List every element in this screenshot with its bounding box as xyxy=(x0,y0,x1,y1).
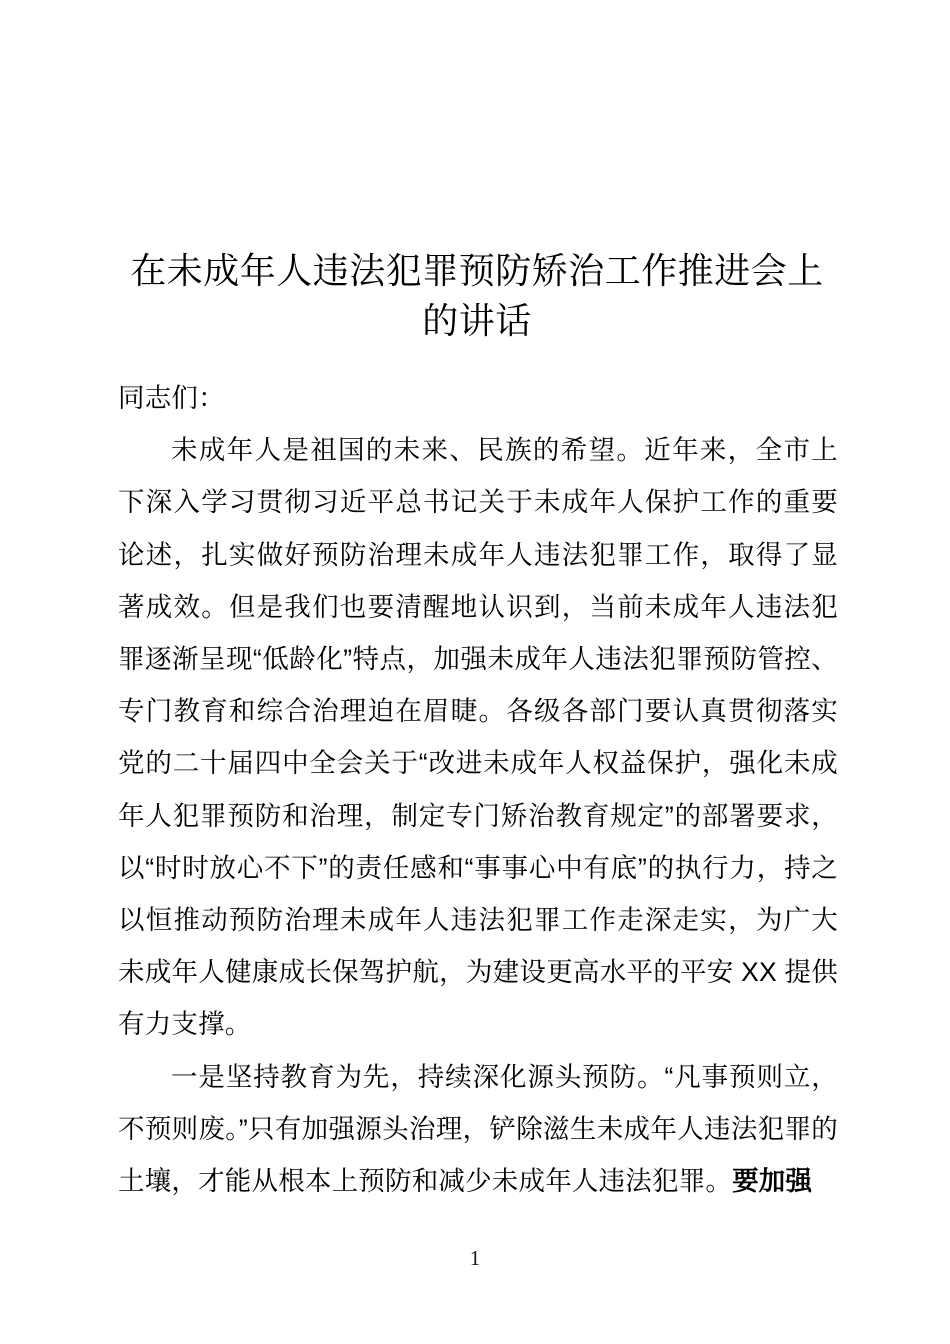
page-number: 1 xyxy=(469,1246,481,1270)
body-paragraph-2-bold: 要加强 xyxy=(732,1166,813,1197)
salutation: 同志们： xyxy=(118,383,225,413)
document-body xyxy=(118,372,838,1207)
page-title: 在未成年人违法犯罪预防矫治工作推进会上的讲话 xyxy=(130,250,824,342)
body-paragraph-2 xyxy=(118,1051,838,1208)
body-paragraph-2-normal: 一是坚持教育为先，持续深化源头预防。“凡事预则立，不预则废。”只有加强源头治理，铲除滋生未成年人违法犯罪的土壤，才能从根本上预防和减少未成年人违法犯罪。 xyxy=(118,1061,838,1197)
body-paragraph-1: 未成年人是祖国的未来、民族的希望。近年来，全市上下深入学习贯彻习近平总书记关于未成年人保护工作的重要论述，扎实做好预防治理未成年人违法犯罪工作，取得了显著成效。但是我们也要清醒地认识到，当前未成年人违法犯罪逐渐呈现“低龄化”特点，加强未成年人违法犯罪预防管控、专门教育和综合治理迫在眉睫。各级各部门要认真贯彻落实党的二十届四中全会关于“改进未成年人权益保护，强化未成年人犯罪预防和治理，制定专门矫治教育规定”的部署要求，以“时时放心不下”的责任感和“事事心中有底”的执行力，持之以恒推动预防治理未成年人违法犯罪工作走深走实，为广大未成年人健康成长保驾护航，为建设更高水平的平安 XX 提供有力支撑。 xyxy=(118,435,838,1040)
